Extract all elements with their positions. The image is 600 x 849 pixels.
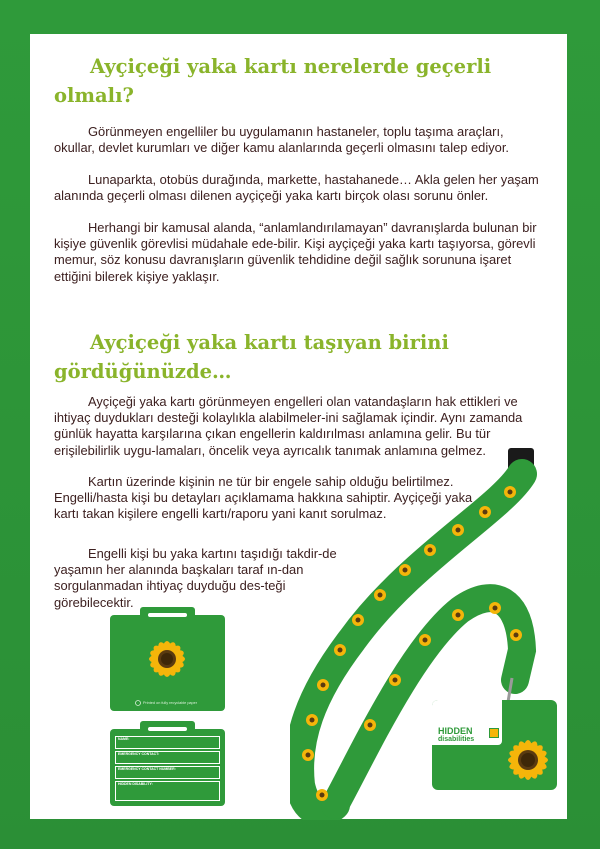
recycle-note: Printed on fully recyclable paper: [143, 701, 198, 705]
card-field-emergency-contact: [115, 751, 220, 764]
recycle-icon: [136, 701, 141, 706]
sunflower-icon: [110, 615, 225, 711]
card-slot: [148, 727, 187, 731]
hidden-disabilities-badge: [432, 700, 557, 790]
card-field-name: [115, 736, 220, 749]
section2-paragraph-3: Engelli kişi bu yaka kartını taşıdığı takdir-de yaşamın her alanında başkaları taraf ın-dan sorgulanmadan ihtiyaç duyduğu des-teği görebilecektir.: [54, 546, 337, 610]
badge-brand-line2: disabilities: [438, 736, 475, 743]
section2-heading-line1: Ayçiçeği yaka kartı taşıyan birini: [90, 331, 449, 354]
section1-heading-line2: olmalı?: [54, 84, 134, 107]
card-field-label: HIDDEN DISABILITY:: [118, 782, 153, 786]
card-field-hidden-disability: [115, 781, 220, 801]
section1-heading-line1: Ayçiçeği yaka kartı nerelerde geçerli: [90, 55, 492, 78]
card-back-illustration: [110, 729, 225, 806]
card-field-label: NAME:: [118, 737, 130, 741]
section1-paragraph-3: Herhangi bir kamusal alanda, “anlamlandırılamayan” davranışlarda bulunan bir kişiye güvenlik görevlisi müdahale ede-bilir. Kişi ayçiçeği yaka kartı taşıyorsa, görevli memur, söz konusu davranışların güvenlik tehdidine değil sağlık sorununa işaret ettiğini bilerek kişiye yaklaşır.: [54, 220, 537, 284]
section2-paragraph-1: Ayçiçeği yaka kartı görünmeyen engelleri olan vatandaşların hak ettikleri ve ihtiyaç duydukları desteği kolaylıkla alabilmeler-ini sağlamak içindir. Aynı zamanda günlük hayatta karşılarına çıkan engellerin kaldırılması anlamına gelir. Bu tür erişilebilirlik uygu-lamaları, öncelik veya ayrıcalık tanımak anlamına gelmez.: [54, 394, 523, 458]
sunflower-icon: [432, 700, 557, 790]
section2-heading-line2: gördüğünüzde…: [54, 360, 232, 383]
card-field-label: EMERGENCY CONTACT:: [118, 752, 160, 756]
section1-paragraph-1: Görünmeyen engelliler bu uygulamanın hastaneler, toplu taşıma araçları, okullar, devlet kurumları ve diğer kamu alanlarında geçerli olmasını talep ediyor.: [54, 124, 509, 156]
card-front-illustration: [110, 615, 225, 711]
section1-heading: [54, 52, 524, 110]
card-field-emergency-number: [115, 766, 220, 779]
section2-paragraph-2: Kartın üzerinde kişinin ne tür bir engele sahip olduğu belirtilmez. Engelli/hasta kişi bu detayları açıklamama hakkına sahiptir. Ayçiçeği yaka kartı takan kişilere engelli kartı/raporu yani kanıt sorulmaz.: [54, 474, 473, 522]
card-field-label: EMERGENCY CONTACT NUMBER:: [118, 767, 176, 771]
badge-brand-line1: HIDDEN: [438, 726, 473, 736]
section2-heading: [54, 328, 524, 386]
section1-paragraph-2: Lunaparkta, otobüs durağında, markette, hastahanede… Akla gelen her yaşam alanında geçerli olması dilenen ayçiçeği yaka kartı birçok olası sorunu önler.: [54, 172, 539, 204]
